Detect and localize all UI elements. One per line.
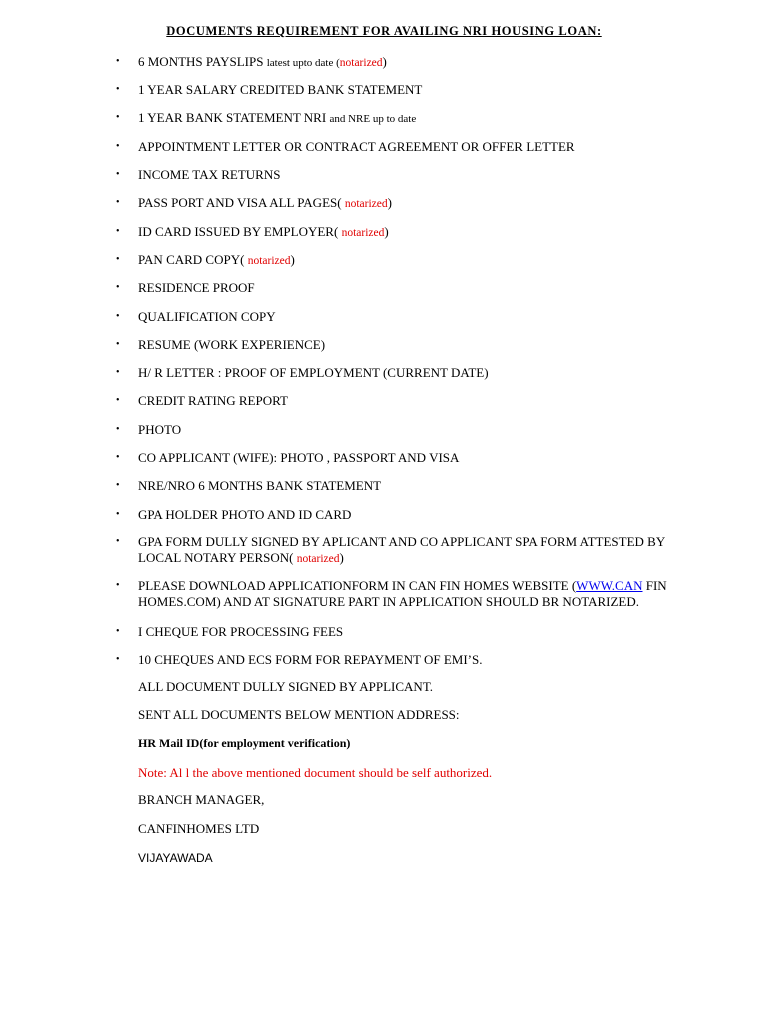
list-item-text: [138, 224, 683, 241]
list-item-text: [138, 450, 683, 466]
list-item-text: [138, 110, 683, 127]
bullet-icon: •: [116, 509, 120, 520]
list-item-text: [138, 365, 683, 381]
item-main-text: GPA FORM DULLY SIGNED BY APLICANT AND CO APPLICANT SPA FORM ATTESTED BY LOCAL NOTARY PERSON(: [138, 534, 665, 565]
send-instruction: SENT ALL DOCUMENTS BELOW MENTION ADDRESS:: [138, 707, 460, 722]
notarized-label: notarized: [296, 553, 340, 565]
list-item-text: [138, 195, 683, 212]
item-closing-text: FIN HOMES.COM) AND AT SIGNATURE PART IN APPLICATION SHOULD BR NOTARIZED.: [138, 578, 667, 609]
bullet-icon: •: [116, 197, 120, 208]
bullet-icon: •: [116, 626, 120, 637]
item-main-text: 1 YEAR BANK STATEMENT NRI: [138, 110, 330, 125]
item-main-text: PASS PORT AND VISA ALL PAGES(: [138, 195, 345, 210]
item-closing-text: ): [382, 54, 387, 69]
bullet-icon: •: [116, 395, 120, 406]
item-main-text: PAN CARD COPY(: [138, 252, 248, 267]
item-main-text: CO APPLICANT (WIFE): PHOTO , PASSPORT AND VISA: [138, 450, 460, 465]
website-link[interactable]: WWW.CAN: [576, 578, 643, 593]
item-main-text: PHOTO: [138, 422, 182, 437]
list-item-text: [138, 82, 683, 98]
item-main-text: 6 MONTHS PAYSLIPS: [138, 54, 267, 69]
bullet-icon: •: [116, 141, 120, 152]
bullet-icon: •: [116, 84, 120, 95]
list-item-text: [138, 337, 683, 353]
bullet-icon: •: [116, 580, 120, 591]
item-main-text: INCOME TAX RETURNS: [138, 167, 281, 182]
bullet-icon: •: [116, 112, 120, 123]
item-closing-text: ): [387, 195, 392, 210]
bullet-icon: •: [116, 254, 120, 265]
list-item-text: [138, 167, 683, 183]
notarized-label: notarized: [341, 227, 385, 239]
item-main-text: 1 YEAR SALARY CREDITED BANK STATEMENT: [138, 82, 423, 97]
list-item-text: [138, 393, 683, 409]
item-main-text: H/ R LETTER : PROOF OF EMPLOYMENT (CURRENT DATE): [138, 365, 489, 380]
bullet-icon: •: [116, 367, 120, 378]
hr-mail-heading: HR Mail ID(for employment verification): [138, 736, 351, 750]
bullet-icon: •: [116, 536, 120, 547]
bullet-icon: •: [116, 452, 120, 463]
item-main-text: I CHEQUE FOR PROCESSING FEES: [138, 624, 344, 639]
list-item-text: [138, 652, 683, 668]
item-main-text: NRE/NRO 6 MONTHS BANK STATEMENT: [138, 478, 382, 493]
list-item-text: [138, 422, 683, 438]
item-closing-text: ): [290, 252, 295, 267]
bullet-icon: •: [116, 480, 120, 491]
list-item-text: [138, 534, 683, 567]
item-closing-text: ): [339, 550, 344, 565]
bullet-icon: •: [116, 169, 120, 180]
list-item-text: [138, 478, 683, 494]
item-main-text: GPA HOLDER PHOTO AND ID CARD: [138, 507, 352, 522]
list-item-text: [138, 54, 683, 71]
item-main-text: APPOINTMENT LETTER OR CONTRACT AGREEMENT OR OFFER LETTER: [138, 139, 575, 154]
item-main-text: PLEASE DOWNLOAD APPLICATIONFORM IN CAN FIN HOMES WEBSITE (: [138, 578, 577, 593]
list-item-text: [138, 139, 683, 155]
notarized-label: notarized: [247, 255, 291, 267]
bullet-icon: •: [116, 282, 120, 293]
item-main-text: CREDIT RATING REPORT: [138, 393, 288, 408]
bullet-icon: •: [116, 56, 120, 67]
item-main-text: RESIDENCE PROOF: [138, 280, 255, 295]
list-item-text: [138, 507, 683, 523]
bullet-icon: •: [116, 654, 120, 665]
item-main-text: 10 CHEQUES AND ECS FORM FOR REPAYMENT OF EMI’S.: [138, 652, 483, 667]
bullet-icon: •: [116, 226, 120, 237]
address-manager: BRANCH MANAGER,: [138, 792, 265, 807]
list-item-text: [138, 252, 683, 269]
item-main-text: ID CARD ISSUED BY EMPLOYER(: [138, 224, 342, 239]
notarized-label: notarized: [339, 57, 383, 69]
item-main-text: QUALIFICATION COPY: [138, 309, 276, 324]
item-sub-text: and NRE up to date: [329, 113, 417, 125]
bullet-icon: •: [116, 339, 120, 350]
bullet-icon: •: [116, 311, 120, 322]
item-sub-text: latest upto date (: [266, 57, 340, 69]
list-item-text: [138, 309, 683, 325]
address-city: VIJAYAWADA: [138, 851, 213, 865]
notarized-label: notarized: [344, 198, 388, 210]
list-item-text: [138, 624, 683, 640]
self-authorized-note: Note: Al l the above mentioned document should be self authorized.: [138, 765, 493, 780]
list-item-text: [138, 578, 683, 610]
address-company: CANFINHOMES LTD: [138, 821, 260, 836]
item-main-text: RESUME (WORK EXPERIENCE): [138, 337, 326, 352]
signed-note: ALL DOCUMENT DULLY SIGNED BY APPLICANT.: [138, 679, 434, 694]
item-closing-text: ): [384, 224, 389, 239]
bullet-icon: •: [116, 424, 120, 435]
list-item-text: [138, 280, 683, 296]
document-title: DOCUMENTS REQUIREMENT FOR AVAILING NRI HOUSING LOAN:: [166, 24, 602, 38]
